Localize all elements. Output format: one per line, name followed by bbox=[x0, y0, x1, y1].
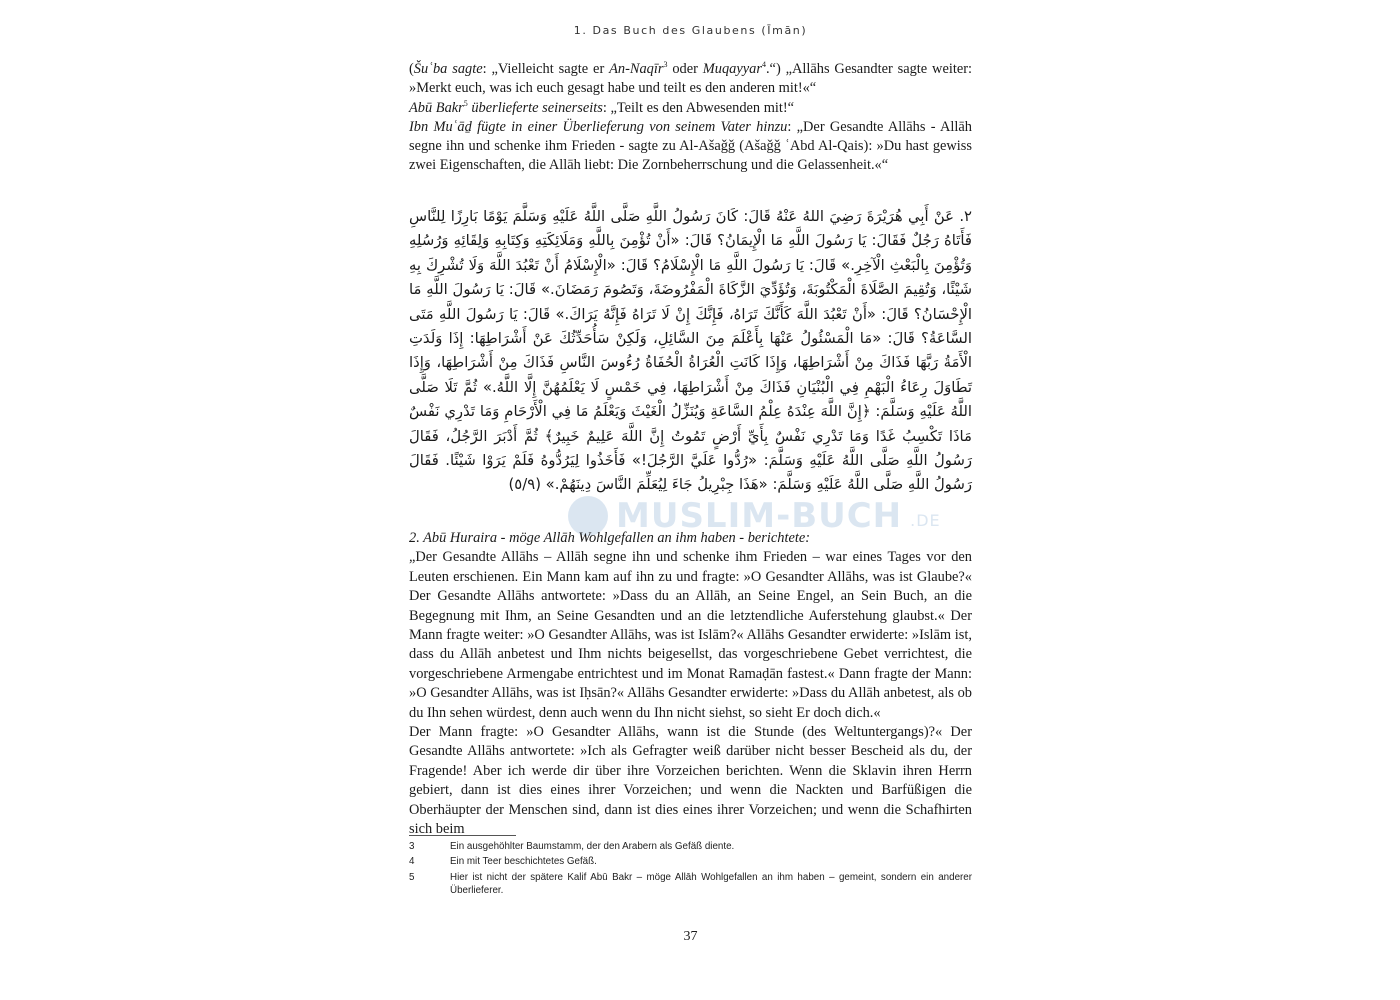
footnote-divider bbox=[409, 835, 516, 836]
watermark-tld: .DE bbox=[910, 511, 941, 530]
footnote-text: Hier ist nicht der spätere Kalif Abū Bakr – möge Allāh Wohlgefallen an ihm haben – gemeint, sondern ein anderer Überlieferer. bbox=[450, 871, 972, 897]
translation-body-2: Der Mann fragte: »O Gesandter Allāhs, wann ist die Stunde (des Weltuntergangs)?« Der Gesandte Allāhs antwortete: »Ich als Gefragter weiß darüber nicht besser Bescheid als du, der Fragende! Aber ich werde dir über ihre Vorzeichen berichten. Wenn die Sklavin ihren Herrn gebiert, dann ist dies eines ihrer Vorzeichen; und wenn die Nackten und Barfüßigen die Oberhäupter der Menschen sind, dann ist dies eines ihrer Vorzeichen; und wenn die Schafhirten sich beim bbox=[409, 724, 972, 838]
footnote-number: 5 bbox=[409, 871, 415, 883]
footnote-ref-4: 4 bbox=[761, 60, 766, 70]
arabic-hadith-text: ٢. عَنْ أَبِي هُرَيْرَةَ رَضِيَ اللهُ عَنْهُ قَالَ: كَانَ رَسُولُ اللَّهِ صَلَّى اللَّهُ عَلَيْهِ وَسَلَّمَ يَوْمًا بَارِزًا لِلنَّاسِ فَأَتَاهُ رَجُلٌ فَقَالَ: يَا رَسُولَ اللَّهِ مَا الْإِيمَانُ؟ قَالَ: «أَنْ تُؤْمِنَ بِاللَّهِ وَمَلَائِكَتِهِ وَكِتَابِهِ وَلِقَائِهِ وَرُسُلِهِ وَتُؤْمِنَ بِالْبَعْثِ الْآخِرِ.» قَالَ: يَا رَسُولَ اللَّهِ مَا الْإِسْلَامُ؟ قَالَ: «الْإِسْلَامُ أَنْ تَعْبُدَ اللَّهَ وَلَا تُشْرِكَ بِهِ شَيْئًا، وَتُقِيمَ الصَّلَاةَ الْمَكْتُوبَةَ، وَتُؤَدِّيَ الزَّكَاةَ الْمَفْرُوضَةَ، وَتَصُومَ رَمَضَانَ.» قَالَ: يَا رَسُولَ اللَّهِ مَا الْإِحْسَانُ؟ قَالَ: «أَنْ تَعْبُدَ اللَّهَ كَأَنَّكَ تَرَاهُ، فَإِنَّكَ إِنْ لَا تَرَاهُ فَإِنَّهُ يَرَاكَ.» قَالَ: يَا رَسُولَ اللَّهِ مَتَى السَّاعَةُ؟ قَالَ: «مَا الْمَسْئُولُ عَنْهَا بِأَعْلَمَ مِنَ السَّائِلِ، وَلَكِنْ سَأُحَدِّثُكَ عَنْ أَشْرَاطِهَا: إِذَا وَلَدَتِ الْأَمَةُ رَبَّهَا فَذَاكَ مِنْ أَشْرَاطِهَا، وَإِذَا كَانَتِ الْعُرَاةُ الْحُفَاةُ رُءُوسَ النَّاسِ فَذَاكَ مِنْ أَشْرَاطِهَا، وَإِذَا تَطَاوَلَ رِعَاءُ الْبَهْمِ فِي الْبُنْيَانِ فَذَاكَ مِنْ أَشْرَاطِهَا، فِي خَمْسٍ لَا يَعْلَمُهُنَّ إِلَّا اللَّهُ.» ثُمَّ تَلَا صَلَّى اللَّهُ عَلَيْهِ وَسَلَّمَ: ﴿إِنَّ اللَّهَ عِنْدَهُ عِلْمُ السَّاعَةِ وَيُنَزِّلُ الْغَيْثَ وَيَعْلَمُ مَا فِي الْأَرْحَامِ وَمَا تَدْرِي نَفْسٌ مَاذَا تَكْسِبُ غَدًا وَمَا تَدْرِي نَفْسٌ بِأَيِّ أَرْضٍ تَمُوتُ إِنَّ اللَّهَ عَلِيمٌ خَبِيرٌ﴾ ثُمَّ أَدْبَرَ الرَّجُلُ، فَقَالَ رَسُولُ اللَّهِ صَلَّى اللَّهُ عَلَيْهِ وَسَلَّمَ: «رُدُّوا عَلَيَّ الرَّجُلَ!» فَأَخَذُوا لِيَرُدُّوهُ فَلَمْ يَرَوْا شَيْئًا. فَقَالَ رَسُولُ اللَّهِ صَلَّى اللَّهُ عَلَيْهِ وَسَلَّمَ: «هَذَا جِبْرِيلُ جَاءَ لِيُعَلِّمَ النَّاسَ دِينَهُمْ.» (٥/٩) bbox=[409, 208, 972, 494]
footnotes bbox=[409, 840, 972, 900]
footnote-ref-5: 5 bbox=[463, 98, 468, 108]
ibn-muad-intro: Ibn Muʿāḏ fügte in einer Überlieferung von seinem Vater hinzu bbox=[409, 118, 788, 135]
footnote-item bbox=[409, 855, 972, 868]
term-muqayyar: Muqayyar bbox=[702, 61, 762, 77]
running-header: 1. Das Buch des Glaubens (Īmān) bbox=[573, 24, 808, 37]
footnote-number: 3 bbox=[409, 841, 415, 852]
footnote-item bbox=[409, 871, 972, 898]
footnote-text: Ein mit Teer beschichtetes Gefäß. bbox=[450, 856, 597, 868]
abu-bakr-name: Abū Bakr bbox=[409, 99, 464, 116]
translation-heading: 2. Abū Huraira - möge Allāh Wohlgefallen an ihm haben - berichtete: bbox=[409, 530, 811, 546]
translation-body: „Der Gesandte Allāhs – Allāh segne ihn und schenke ihm Frieden – war eines Tages vor den Leuten erschienen. Ein Mann kam auf ihn zu und fragte: »O Gesandter Allāhs, was ist Glaube?« Der Gesandte Allāhs antwortete: »Dass du an Allāh, an Seine Engel, an Sein Buch, an die Begegnung mit Ihm, an Seine Gesandten und an die letztendliche Auferstehung glaubst.« Der Mann fragte weiter: »O Gesandter Allāhs, was ist Islām?« Allāhs Gesandter erwiderte: »Islām ist, dass du Allāh anbetest und Ihm nichts beigesellst, das vorgeschriebene Gebet verrichtest, die vorgeschriebene Armengabe entrichtest und im Monat Ramaḍān fastest.« Dann fragte der Mann: »O Gesandter Allāhs, was ist Iḥsān?« Allāhs Gesandter erwiderte: »Dass du Allāh anbetest, als ob du Ihn sehen würdest, denn auch wenn du Ihn nicht siehst, so sieht Er doch dich.« bbox=[409, 549, 972, 721]
footnote-number: 4 bbox=[409, 856, 415, 868]
intro-section bbox=[409, 60, 972, 176]
shuba-sagte: Šuʿba sagte bbox=[413, 61, 483, 77]
footnote-item bbox=[409, 840, 972, 853]
footnote-ref-3: 3 bbox=[663, 60, 668, 70]
intro-paragraph-1: (Šuʿba sagte: „Vielleicht sagte er An-Naqīr$^3$ oder Muqayyar$^4$.“) „Allāhs Gesandter sagte weiter: »Merkt euch, was ich euch gesagt habe und teilt es den anderen mit!«“ bbox=[409, 60, 973, 97]
intro-paragraph-3: Ibn Muʿāḏ fügte in einer Überlieferung von seinem Vater hinzu: „Der Gesandte Allāhs - Allāh segne ihn und schenke ihm Frieden - sagte zu Al-Ašaǧǧ (Ašaǧǧ ʿAbd Al-Qais): »Du hast gewiss zwei Eigenschaften, die Allāh liebt: Die Zornbeherrschung und die Gelassenheit.«“ bbox=[409, 118, 972, 174]
footnote-text: Ein ausgehöhlter Baumstamm, der den Arabern als Gefäß diente. bbox=[450, 841, 735, 852]
term-an-naqir: An-Naqīr bbox=[609, 61, 664, 77]
intro-paragraph-2: Abū Bakr$^5$ überlieferte seinerseits: „Teilt es den Abwesenden mit!“ bbox=[409, 98, 795, 116]
translation-section bbox=[409, 529, 972, 840]
page-number: 37 bbox=[683, 929, 698, 944]
watermark-brand: MUSLIM-BUCH bbox=[616, 496, 903, 536]
